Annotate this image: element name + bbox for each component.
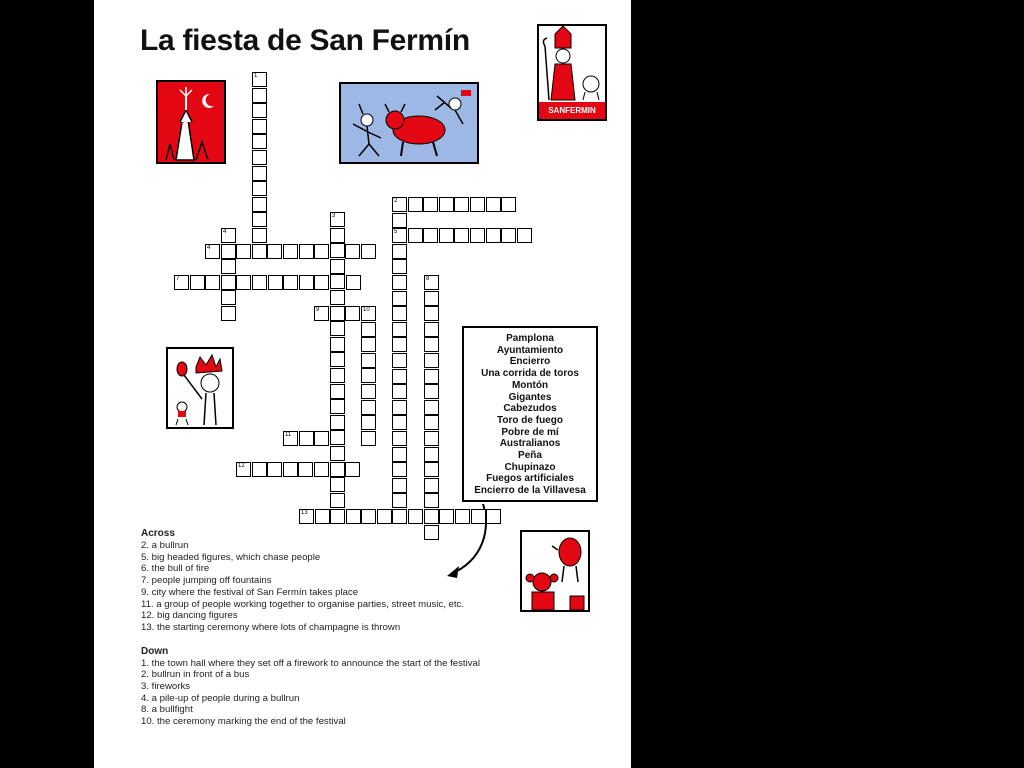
word-bank (462, 326, 598, 502)
across-clue: 9. city where the festival of San Fermín takes place (141, 586, 359, 598)
grid-cell[interactable] (314, 462, 329, 477)
clue-number: 3 (332, 213, 336, 219)
grid-cell[interactable] (408, 228, 423, 243)
grid-cell[interactable] (424, 275, 439, 290)
grid-cell[interactable] (424, 384, 439, 399)
grid-cell[interactable] (236, 244, 251, 259)
grid-cell[interactable] (454, 197, 469, 212)
grid-cell[interactable] (439, 509, 454, 524)
grid-cell[interactable] (330, 399, 345, 414)
grid-cell[interactable] (330, 477, 345, 492)
across-clue: 6. the bull of fire (141, 563, 210, 575)
word-bank-item: Fuegos artificiales (486, 473, 574, 485)
grid-cell[interactable] (361, 244, 376, 259)
grid-cell[interactable] (408, 197, 423, 212)
grid-cell[interactable] (486, 228, 501, 243)
across-clue: 11. a group of people working together to organise parties, street music, etc. (141, 598, 464, 610)
grid-cell[interactable] (330, 212, 345, 227)
grid-cell[interactable] (221, 290, 236, 305)
grid-cell[interactable] (330, 228, 345, 243)
grid-cell[interactable] (221, 306, 236, 321)
grid-cell[interactable] (424, 447, 439, 462)
grid-cell[interactable] (345, 244, 360, 259)
sanfermin-logo-label: SANFERMIN (539, 102, 605, 119)
across-heading: Across (141, 528, 175, 539)
grid-cell[interactable] (517, 228, 532, 243)
grid-cell[interactable] (330, 306, 345, 321)
grid-cell[interactable] (267, 462, 282, 477)
grid-cell[interactable] (424, 353, 439, 368)
grid-cell[interactable] (221, 275, 236, 290)
grid-cell[interactable] (299, 509, 314, 524)
grid-cell[interactable] (221, 259, 236, 274)
grid-cell[interactable] (205, 244, 220, 259)
grid-cell[interactable] (392, 431, 407, 446)
grid-cell[interactable] (392, 244, 407, 259)
across-clue: 12. big dancing figures (141, 610, 238, 622)
grid-cell[interactable] (236, 275, 251, 290)
clue-number: 11 (285, 432, 292, 438)
grid-cell[interactable] (392, 197, 407, 212)
grid-cell[interactable] (424, 462, 439, 477)
grid-cell[interactable] (392, 415, 407, 430)
grid-cell[interactable] (361, 306, 376, 321)
grid-cell[interactable] (345, 462, 360, 477)
grid-cell[interactable] (392, 447, 407, 462)
grid-cell[interactable] (283, 431, 298, 446)
grid-cell[interactable] (330, 352, 345, 367)
grid-cell[interactable] (314, 431, 329, 446)
word-bank-item: Encierro de la Villavesa (474, 485, 586, 497)
word-bank-item: Pamplona (506, 333, 554, 344)
down-clue: 3. fireworks (141, 681, 191, 693)
grid-cell[interactable] (392, 228, 407, 243)
grid-cell[interactable] (283, 244, 298, 259)
grid-cell[interactable] (392, 213, 407, 228)
grid-cell[interactable] (205, 275, 220, 290)
word-bank-item: Encierro (509, 356, 551, 368)
grid-cell[interactable] (252, 88, 267, 103)
word-bank-item: Cabezudos (503, 403, 557, 415)
grid-cell[interactable] (330, 290, 345, 305)
grid-cell[interactable] (330, 384, 345, 399)
grid-cell[interactable] (361, 509, 376, 524)
grid-cell[interactable] (252, 181, 267, 196)
grid-cell[interactable] (424, 493, 439, 508)
word-bank-item: Australianos (499, 438, 561, 450)
grid-cell[interactable] (392, 509, 407, 524)
grid-cell[interactable] (361, 322, 376, 337)
grid-cell[interactable] (424, 509, 439, 524)
grid-cell[interactable] (252, 72, 267, 87)
grid-cell[interactable] (267, 244, 282, 259)
grid-cell[interactable] (268, 275, 283, 290)
grid-cell[interactable] (330, 462, 345, 477)
grid-cell[interactable] (283, 462, 298, 477)
word-bank-item: Ayuntamiento (496, 344, 564, 356)
grid-cell[interactable] (330, 446, 345, 461)
grid-cell[interactable] (190, 275, 205, 290)
grid-cell[interactable] (330, 259, 345, 274)
clue-number: 9 (316, 307, 320, 313)
grid-cell[interactable] (314, 244, 329, 259)
clue-number: 10 (363, 307, 370, 313)
grid-cell[interactable] (252, 228, 267, 243)
grid-cell[interactable] (392, 259, 407, 274)
grid-cell[interactable] (424, 306, 439, 321)
word-bank-item: Peña (518, 450, 542, 462)
grid-cell[interactable] (423, 197, 438, 212)
grid-cell[interactable] (345, 306, 360, 321)
grid-cell[interactable] (501, 197, 516, 212)
grid-cell[interactable] (330, 415, 345, 430)
word-bank-item: Chupinazo (504, 461, 556, 473)
grid-cell[interactable] (252, 244, 267, 259)
grid-cell[interactable] (424, 478, 439, 493)
grid-cell[interactable] (361, 368, 376, 383)
word-bank-item: Montón (511, 379, 549, 391)
clues-section (141, 528, 571, 728)
grid-cell[interactable] (299, 431, 314, 446)
grid-cell[interactable] (486, 509, 501, 524)
grid-cell[interactable] (346, 509, 361, 524)
grid-cell[interactable] (501, 228, 516, 243)
word-bank-item: Gigantes (508, 391, 552, 403)
grid-cell[interactable] (330, 493, 345, 508)
grid-cell[interactable] (252, 103, 267, 118)
grid-cell[interactable] (392, 493, 407, 508)
grid-cell[interactable] (392, 462, 407, 477)
grid-cell[interactable] (221, 244, 236, 259)
clue-number: 2 (394, 198, 398, 204)
grid-cell[interactable] (314, 306, 329, 321)
grid-cell[interactable] (392, 337, 407, 352)
grid-cell[interactable] (252, 275, 267, 290)
grid-cell[interactable] (392, 400, 407, 415)
down-clue: 8. a bullfight (141, 704, 193, 716)
grid-cell[interactable] (252, 119, 267, 134)
clue-number: 4 (223, 229, 227, 235)
grid-cell[interactable] (392, 353, 407, 368)
grid-cell[interactable] (252, 134, 267, 149)
grid-cell[interactable] (470, 197, 485, 212)
grid-cell[interactable] (424, 322, 439, 337)
down-clue: 2. bullrun in front of a bus (141, 669, 250, 681)
grid-cell[interactable] (330, 430, 345, 445)
across-clue: 7. people jumping off fountains (141, 575, 272, 587)
grid-cell[interactable] (392, 384, 407, 399)
grid-cell[interactable] (174, 275, 189, 290)
grid-cell[interactable] (439, 228, 454, 243)
grid-cell[interactable] (299, 244, 314, 259)
grid-cell[interactable] (330, 243, 345, 258)
grid-cell[interactable] (298, 462, 313, 477)
across-clue: 13. the starting ceremony where lots of champagne is thrown (141, 621, 401, 633)
grid-cell[interactable] (252, 462, 267, 477)
grid-cell[interactable] (315, 509, 330, 524)
across-clues (141, 540, 571, 634)
grid-cell[interactable] (330, 321, 345, 336)
grid-cell[interactable] (314, 275, 329, 290)
grid-cell[interactable] (424, 431, 439, 446)
grid-cell[interactable] (252, 212, 267, 227)
word-bank-item: Toro de fuego (497, 414, 563, 426)
grid-cell[interactable] (408, 509, 423, 524)
clue-number: 13 (301, 510, 308, 516)
grid-cell[interactable] (424, 337, 439, 352)
grid-cell[interactable] (283, 275, 298, 290)
clue-number: 5 (394, 229, 398, 235)
grid-cell[interactable] (361, 415, 376, 430)
grid-cell[interactable] (330, 509, 345, 524)
down-heading: Down (141, 645, 169, 657)
grid-cell[interactable] (330, 337, 345, 352)
down-clue: 4. a pile-up of people during a bullrun (141, 692, 300, 704)
grid-cell[interactable] (346, 275, 361, 290)
down-clue: 10. the ceremony marking the end of the festival (141, 716, 346, 728)
grid-cell[interactable] (221, 228, 236, 243)
grid-cell[interactable] (252, 150, 267, 165)
clue-number: 1 (254, 73, 258, 79)
word-bank-item: Una corrida de toros (481, 368, 579, 380)
clue-number: 7 (176, 276, 180, 282)
grid-cell[interactable] (392, 275, 407, 290)
grid-cell[interactable] (392, 369, 407, 384)
grid-cell[interactable] (392, 322, 407, 337)
grid-cell[interactable] (392, 291, 407, 306)
grid-cell[interactable] (361, 337, 376, 352)
grid-cell[interactable] (392, 478, 407, 493)
grid-cell[interactable] (486, 197, 501, 212)
grid-cell[interactable] (454, 228, 469, 243)
grid-cell[interactable] (377, 509, 392, 524)
down-clues (141, 658, 571, 728)
grid-cell[interactable] (252, 197, 267, 212)
grid-cell[interactable] (236, 462, 251, 477)
grid-cell[interactable] (392, 306, 407, 321)
grid-cell[interactable] (455, 509, 470, 524)
worksheet-page (94, 0, 631, 768)
across-clue: 5. big headed figures, which chase people (141, 551, 321, 563)
grid-cell[interactable] (471, 509, 486, 524)
page-title: La fiesta de San Fermín (140, 24, 470, 57)
grid-cell[interactable] (299, 275, 314, 290)
grid-cell[interactable] (252, 166, 267, 181)
grid-cell[interactable] (424, 415, 439, 430)
clue-number: 4 (207, 245, 211, 251)
clue-number: 8 (426, 276, 430, 282)
across-clue: 2. a bullrun (141, 540, 189, 551)
grid-cell[interactable] (361, 384, 376, 399)
grid-cell[interactable] (424, 369, 439, 384)
grid-cell[interactable] (361, 353, 376, 368)
grid-cell[interactable] (330, 368, 345, 383)
grid-cell[interactable] (330, 274, 345, 289)
grid-cell[interactable] (470, 228, 485, 243)
grid-cell[interactable] (424, 291, 439, 306)
word-bank-item: Pobre de mí (501, 426, 559, 438)
grid-cell[interactable] (423, 228, 438, 243)
grid-cell[interactable] (361, 400, 376, 415)
clue-number: 12 (238, 463, 245, 469)
grid-cell[interactable] (361, 431, 376, 446)
down-clue: 1. the town hall where they set off a firework to announce the start of the festival (141, 657, 480, 669)
grid-cell[interactable] (424, 400, 439, 415)
grid-cell[interactable] (439, 197, 454, 212)
